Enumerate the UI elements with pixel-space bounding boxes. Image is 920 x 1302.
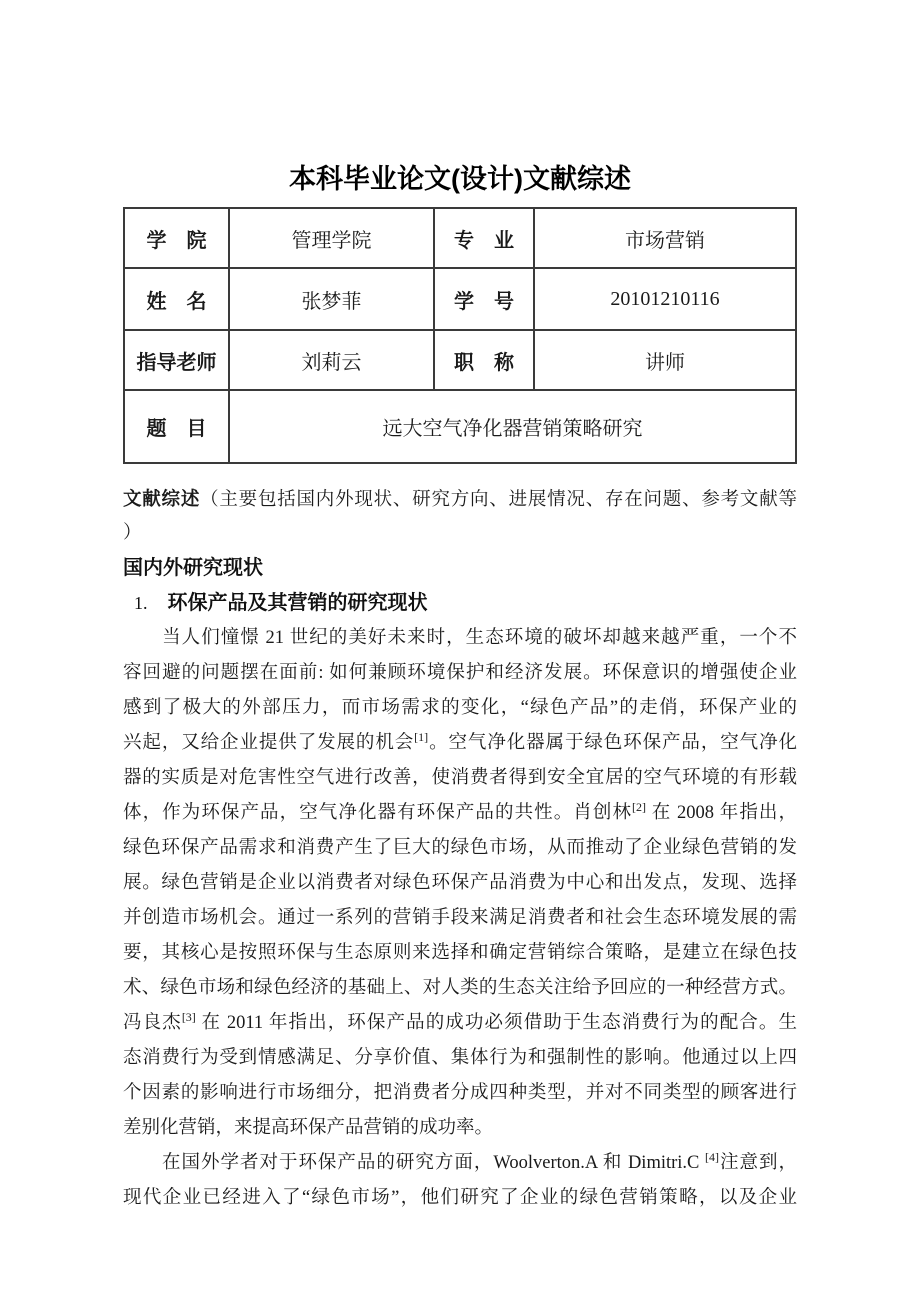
student-id-value: 20101210116	[534, 268, 796, 330]
text-line	[123, 621, 797, 656]
subsection-title: 环保产品及其营销的研究现状	[167, 592, 428, 614]
title-rank-value: 讲师	[534, 330, 796, 390]
text-line	[123, 936, 797, 971]
text-run: 器的实质是对危害性空气进行改善，使消费者得到安全宜居的空气环境的有形载	[123, 768, 797, 788]
text-line	[123, 1076, 797, 1111]
major-label: 专 业	[434, 208, 534, 268]
advisor-value: 刘莉云	[229, 330, 434, 390]
section-heading: 国内外研究现状	[123, 557, 263, 579]
text-run: 个因素的影响进行市场细分，把消费者分成四种类型，并对不同类型的顾客进行	[123, 1083, 797, 1103]
topic-label: 题 目	[124, 390, 229, 463]
text-run: 在 2011 年指出，环保产品的成功必须借助于生态消费行为的配合。生	[195, 1013, 797, 1033]
text-line	[123, 726, 797, 761]
college-label: 学 院	[124, 208, 229, 268]
text-run: 。空气净化器属于绿色环保产品，空气净化	[428, 733, 797, 753]
text-run: ）	[123, 523, 142, 543]
text-line	[123, 516, 797, 551]
document-content	[123, 0, 797, 1216]
text-run: 冯良杰	[123, 1013, 182, 1033]
college-value: 管理学院	[229, 208, 434, 268]
paragraph-foreign-research	[123, 1146, 797, 1216]
text-line	[123, 1006, 797, 1041]
info-table	[123, 207, 797, 464]
paragraph-domestic-research	[123, 621, 797, 1146]
text-line	[123, 481, 797, 516]
text-run: 要，其核心是按照环保与生态原则来选择和确定营销综合策略，是建立在绿色技	[123, 943, 797, 963]
text-run: 当人们憧憬 21 世纪的美好未来时，生态环境的破坏却越来越严重，一个不	[123, 628, 797, 648]
table-row-advisor	[124, 330, 796, 390]
text-run: 容回避的问题摆在面前: 如何兼顾环境保护和经济发展。环保意识的增强使企业	[123, 663, 797, 683]
text-line	[123, 691, 797, 726]
subsection-number: 1.	[134, 593, 148, 613]
text-line	[123, 1111, 797, 1146]
review-note	[123, 481, 797, 551]
text-line	[123, 1041, 797, 1076]
text-line	[123, 971, 797, 1006]
text-line	[123, 866, 797, 901]
text-line	[123, 831, 797, 866]
advisor-label: 指导老师	[124, 330, 229, 390]
text-run: 在 2008 年指出，	[646, 803, 797, 823]
text-line	[123, 901, 797, 936]
citation-reference: [2]	[632, 799, 647, 814]
citation-reference: [3]	[181, 1009, 196, 1024]
bold-run: 文献综述	[123, 488, 201, 509]
text-run: 在国外学者对于环保产品的研究方面，Woolverton.A 和 Dimitri.C	[123, 1153, 705, 1173]
student-id-label: 学 号	[434, 268, 534, 330]
text-run: 术、绿色市场和绿色经济的基础上、对人类的生态关注给予回应的一种经营方式。	[123, 978, 797, 998]
major-value: 市场营销	[534, 208, 796, 268]
table-row-topic	[124, 390, 796, 463]
title-rank-label: 职 称	[434, 330, 534, 390]
name-value: 张梦菲	[229, 268, 434, 330]
text-run: 绿色环保产品需求和消费产生了巨大的绿色市场，从而推动了企业绿色营销的发	[123, 838, 797, 858]
citation-reference: [4]	[705, 1149, 719, 1164]
citation-reference: [1]	[414, 729, 429, 744]
text-line	[123, 656, 797, 691]
text-line	[123, 796, 797, 831]
table-row-college	[124, 208, 796, 268]
name-label: 姓 名	[124, 268, 229, 330]
topic-value: 远大空气净化器营销策略研究	[229, 390, 796, 463]
text-line	[123, 1146, 797, 1181]
document-title: 本科毕业论文(设计)文献综述	[289, 164, 631, 194]
text-run: 展。绿色营销是企业以消费者对绿色环保产品消费为中心和出发点，发现、选择	[123, 873, 797, 893]
text-run: 现代企业已经进入了“绿色市场”，他们研究了企业的绿色营销策略，以及企业	[123, 1188, 797, 1208]
text-run: 体，作为环保产品，空气净化器有环保产品的共性。肖创林	[123, 803, 633, 823]
subsection-heading	[123, 586, 797, 621]
text-line	[123, 1181, 797, 1216]
text-run: 感到了极大的外部压力，而市场需求的变化，“绿色产品”的走俏，环保产业的	[123, 698, 797, 718]
text-run: 并创造市场机会。通过一系列的营销手段来满足消费者和社会生态环境发展的需	[123, 908, 797, 928]
text-run: 兴起，又给企业提供了发展的机会	[123, 733, 415, 753]
text-run: 差别化营销，来提高环保产品营销的成功率。	[123, 1118, 494, 1138]
text-run: 注意到，	[719, 1153, 797, 1173]
text-run: （主要包括国内外现状、研究方向、进展情况、存在问题、参考文献等	[200, 490, 797, 510]
text-run: 态消费行为受到情感满足、分享价值、集体行为和强制性的影响。他通过以上四	[123, 1048, 797, 1068]
text-line	[123, 761, 797, 796]
table-row-name	[124, 268, 796, 330]
